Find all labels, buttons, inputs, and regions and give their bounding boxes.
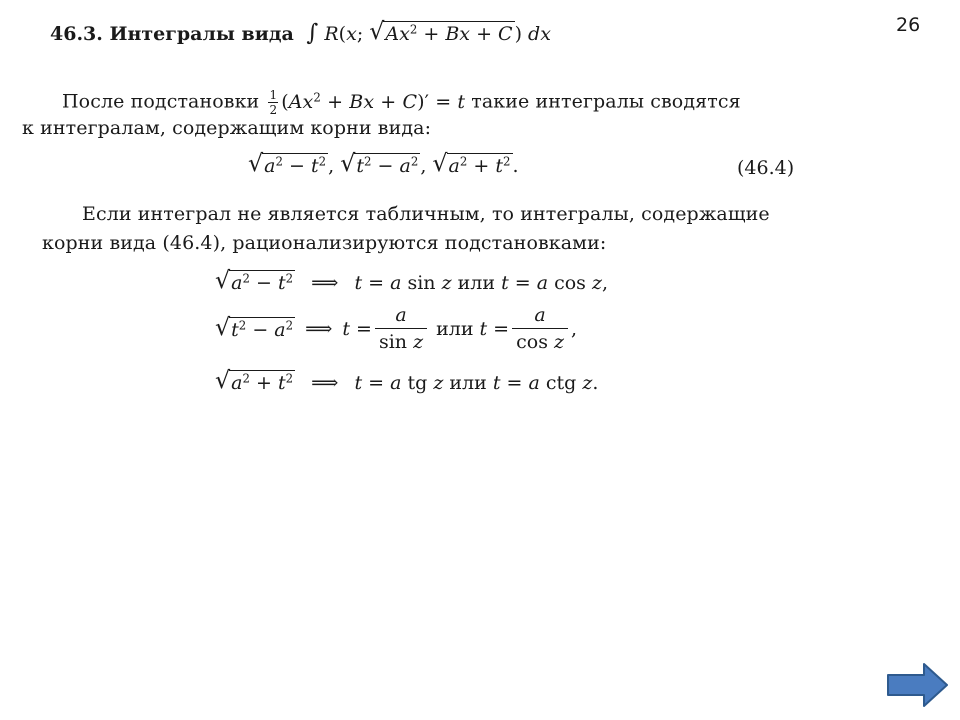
paragraph-1-line-1 [62,88,741,117]
paragraph-1-line-2: к интегралам, содержащим корни вида: [22,117,432,139]
a-over-sin-z: $\frac{a}{\text{sin z}}$ [375,304,427,353]
paragraph-1-text-after: такие интегралы сводятся [471,90,741,113]
paragraph-2-line-1: Если интеграл не является табличным, то интегралы, содержащие [82,203,770,225]
substitution-row-2: √ $t^2 - a^2$ ⟹ t = $\frac{a}{\text{sin z}}$ или t = $\frac{a}{\text{cos z}}$ , [215,304,578,353]
substitution-formula: $\frac{1}{2}$ $(Ax^2 + Bx + C)' = t$ [269,88,466,117]
equation-number: (46.4) [737,157,795,179]
or-word-1: или [457,272,496,294]
section-title-text: 46.3. Интегралы вида [50,23,294,45]
roots-equation: √ $a^2 - t^2$ , √ $t^2 - a^2$ , √ $a^2 + t^2$ . [248,149,519,177]
implies-arrow-1: ⟹ [311,272,339,294]
one-half-fraction: $\frac{1}{2}$ [269,88,278,117]
or-word-2: или [436,317,474,340]
implies-arrow-2: ⟹ [305,317,333,340]
right-arrow-icon [886,661,950,709]
substitution-row-1: √ $a^2 - t^2$ ⟹ t = a sin z или t = a cos z, [215,266,609,294]
section-title-formula: ∫ R(x; √ $Ax^2 + Bx + C$ ) dx [306,17,551,46]
or-word-3: или [449,372,487,394]
implies-arrow-3: ⟹ [311,372,339,394]
next-slide-button[interactable] [886,661,950,709]
a-over-cos-z: $\frac{a}{\text{cos z}}$ [512,304,568,353]
page-number: 26 [896,14,921,36]
section-title [50,17,551,46]
paragraph-1-text-before: После подстановки [62,90,260,113]
paragraph-2-line-2: корни вида (46.4), рационализируются подстановками: [42,232,607,254]
substitution-row-3: √ $a^2 + t^2$ ⟹ t = a tg z или t = a ctg z. [215,366,599,394]
